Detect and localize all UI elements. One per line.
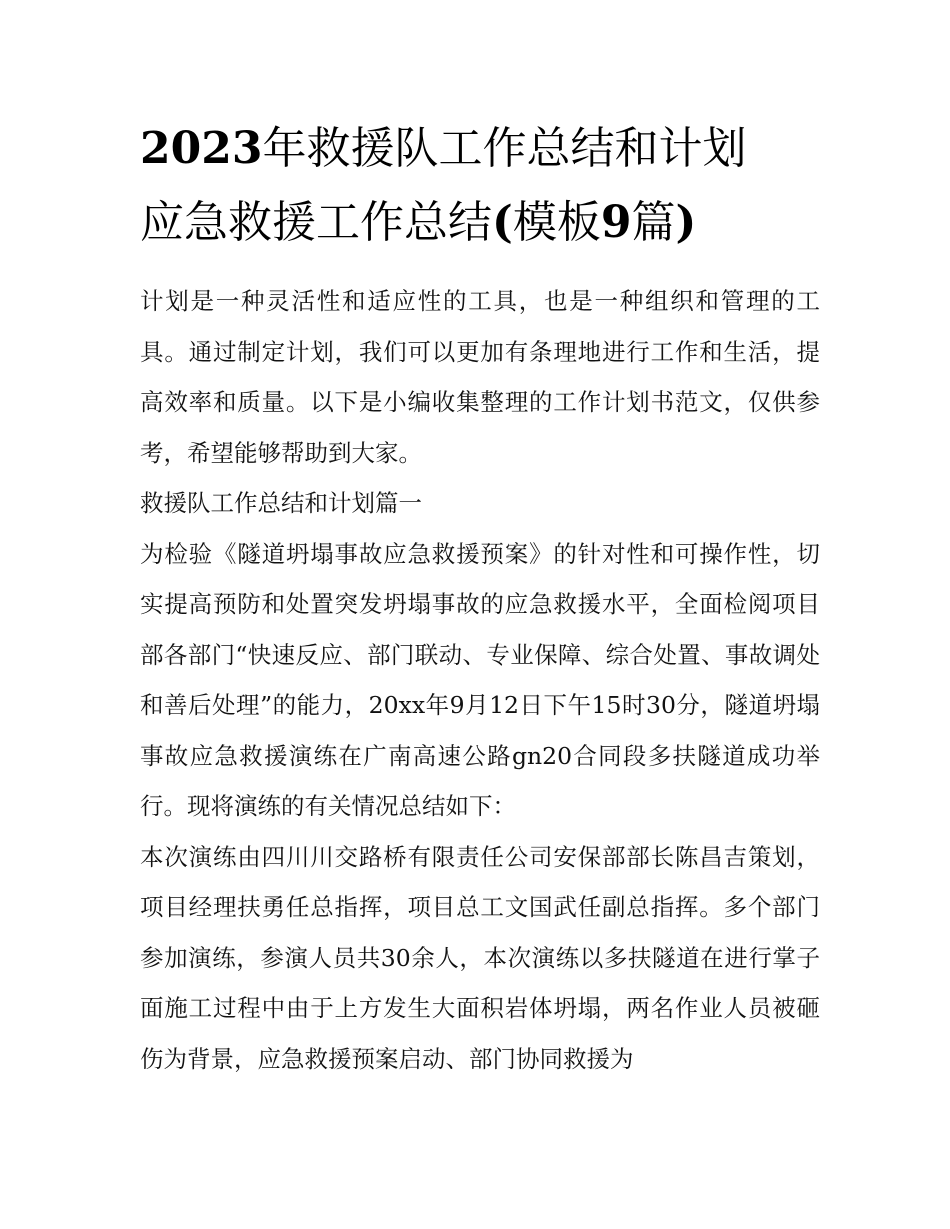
title-line-1-text: 年救援队工作总结和计划 [262, 123, 747, 174]
body-paragraph: 本次演练由四川川交路桥有限责任公司安保部部长陈昌吉策划，项目经理扶勇任总指挥，项目总工文国武任副总指挥。多个部门参加演练，参演人员共30余人，本次演练以多扶隧道在进行掌子面施工过程中由于上方发生大面积岩体坍塌，两名作业人员被砸伤为背景，应急救援预案启动、部门协同救援为 [140, 842, 820, 1073]
title-paren-close: ) [675, 197, 697, 248]
title-chapter-word: 篇 [631, 197, 676, 248]
title-line-1 [140, 123, 746, 174]
title-paren-open: ( [492, 197, 513, 248]
body-paragraph: 为检验《隧道坍塌事故应急救援预案》的针对性和可操作性，切实提高预防和处置突发坍塌事故的应急救援水平，全面检阅项目部各部门“快速反应、部门联动、专业保障、综合处置、事故调处和善后处理”的能力，20xx年9月12日下午15时30分，隧道坍塌事故应急救援演练在广南高速公路gn20合同段多扶隧道成功举行。现将演练的有关情况总结如下： [140, 539, 820, 820]
title-line-2 [140, 197, 696, 248]
title-year: 2023 [140, 123, 263, 174]
title-line-2-text: 应急救援工作总结 [140, 197, 492, 248]
title-template-word: 模板 [512, 197, 601, 248]
section-heading: 救援队工作总结和计划篇一 [140, 489, 422, 517]
intro-paragraph: 计划是一种灵活性和适应性的工具，也是一种组织和管理的工具。通过制定计划，我们可以更加有条理地进行工作和生活，提高效率和质量。以下是小编收集整理的工作计划书范文，仅供参考，希望能够帮助到大家。 [140, 287, 820, 467]
document-title [140, 112, 820, 260]
document-content [140, 112, 820, 1084]
document-body [140, 276, 820, 1084]
title-count: 9 [600, 197, 632, 248]
